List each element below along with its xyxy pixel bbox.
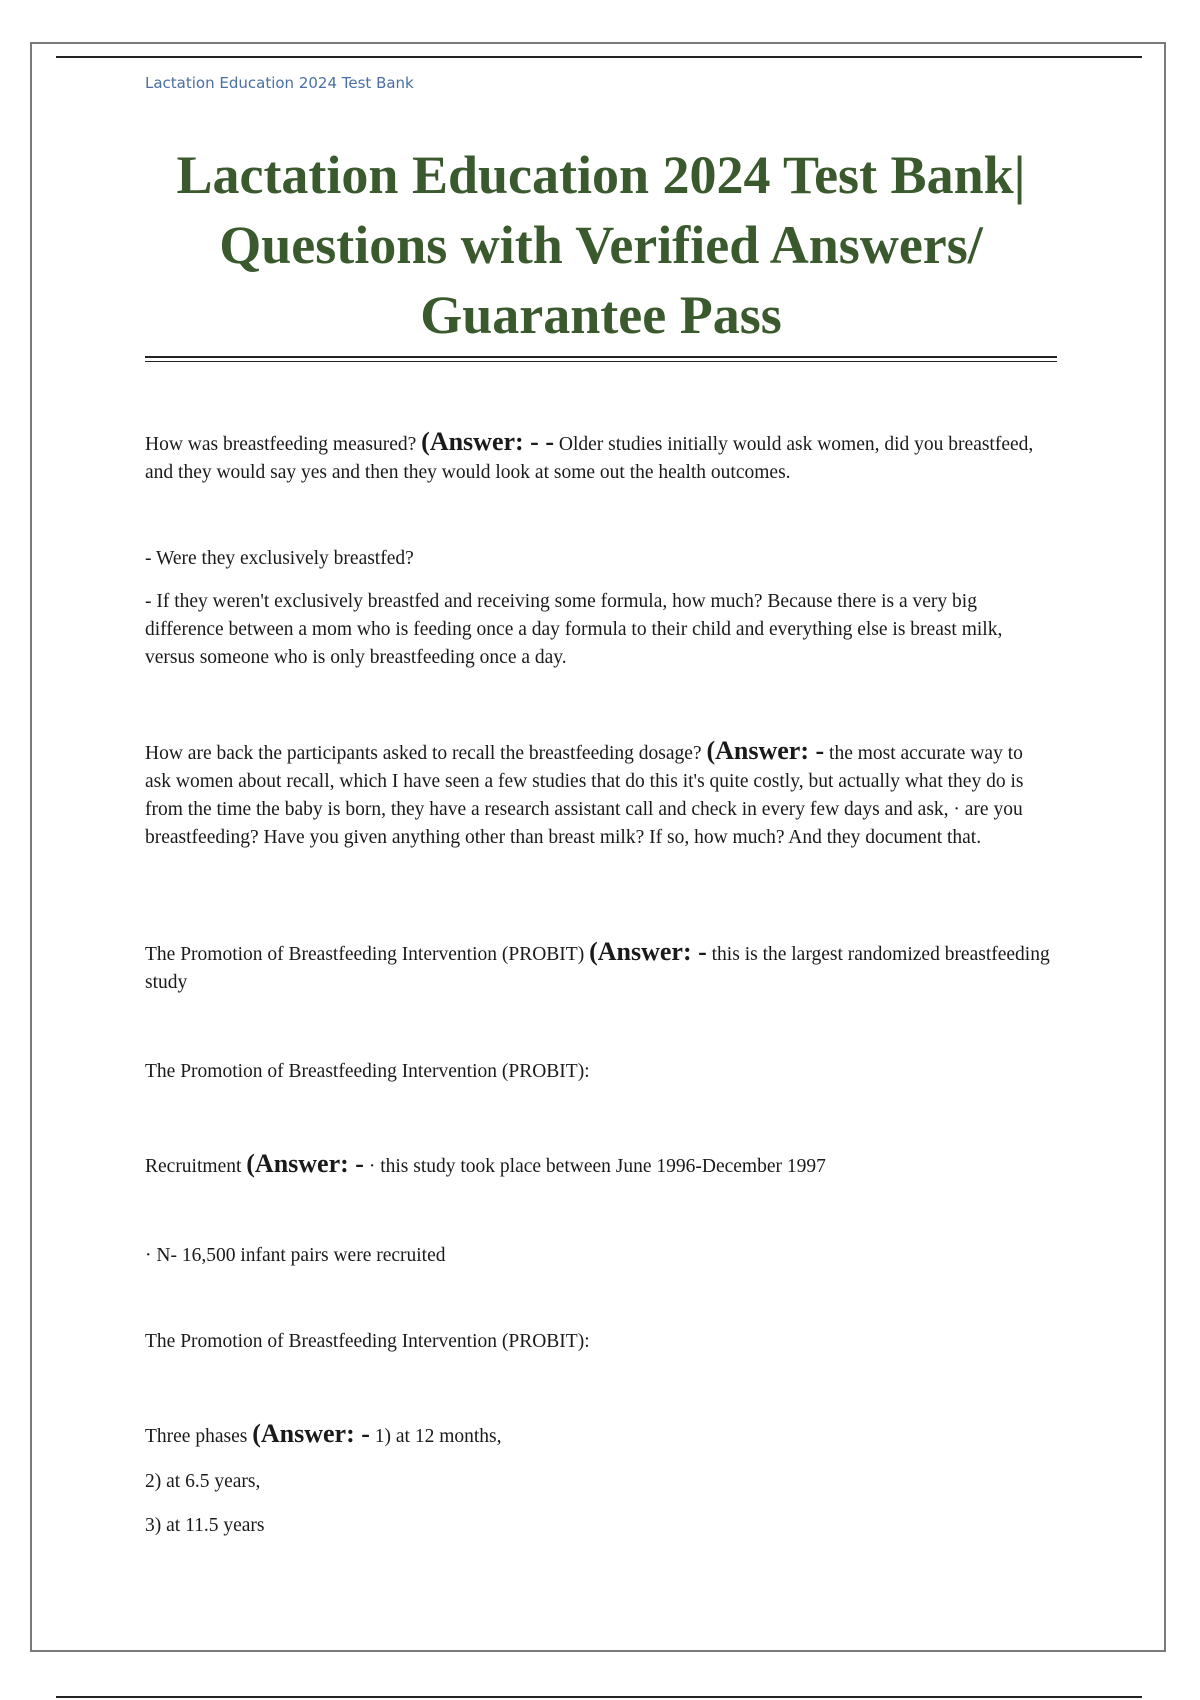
qa-item (145, 1420, 1050, 1451)
answer-label: (Answer: - (589, 937, 707, 966)
list-item: 3) at 11.5 years (145, 1515, 265, 1536)
answer-text: 1) at 12 months, (374, 1426, 502, 1447)
title-line-3: Guarantee Pass (420, 285, 782, 345)
title-line-2: Questions with Verified Answers/ (219, 215, 983, 275)
answer-text: Older studies initially would ask women, did you breastfeed, and they would say yes and then they would look at some out the health outcomes. (145, 434, 1034, 483)
section-heading: The Promotion of Breastfeeding Intervention (PROBIT): (145, 1061, 590, 1082)
answer-label: (Answer: - - (421, 427, 554, 456)
question-text: Three phases (145, 1426, 248, 1447)
answer-text: this is the largest randomized breastfeeding study (145, 944, 1050, 993)
qa-item (145, 1150, 1050, 1181)
bottom-rule (56, 1696, 1142, 1698)
running-header: Lactation Education 2024 Test Bank (145, 74, 414, 92)
title-line-1: Lactation Education 2024 Test Bank| (176, 145, 1026, 205)
answer-label: (Answer: - (706, 736, 825, 765)
title-rule (145, 356, 1057, 362)
list-item: 2) at 6.5 years, (145, 1471, 261, 1492)
answer-text: the most accurate way to ask women about recall, which I have seen a few studies that do this it's quite costly, but actually what they do is from the time the baby is born, they have a research assistant call and check in every few days and ask, · are you breastfeeding? Have you given anything other than breast milk? If so, how much? And they document that. (145, 743, 1024, 848)
answer-text: · this study took place between June 1996-December 1997 (368, 1156, 826, 1177)
section-heading: The Promotion of Breastfeeding Intervention (PROBIT): (145, 1331, 590, 1352)
qa-item (145, 938, 1050, 997)
question-text: The Promotion of Breastfeeding Intervention (PROBIT) (145, 944, 585, 965)
answer-label: (Answer: - (246, 1149, 364, 1178)
question-text: How was breastfeeding measured? (145, 434, 417, 455)
top-rule (56, 56, 1142, 58)
answer-label: (Answer: - (252, 1419, 370, 1448)
document-title (145, 140, 1057, 350)
question-text: Recruitment (145, 1156, 242, 1177)
question-text: How are back the participants asked to recall the breastfeeding dosage? (145, 743, 702, 764)
list-item: - Were they exclusively breastfed? (145, 548, 414, 569)
list-item: · N- 16,500 infant pairs were recruited (145, 1245, 446, 1266)
list-item: - If they weren't exclusively breastfed and receiving some formula, how much? Because there is a very big difference between a mom who is feeding once a day formula to their child and everything else is breast milk, versus someone who is only breastfeeding once a day. (145, 591, 1003, 668)
qa-item (145, 428, 1050, 487)
qa-item (145, 737, 1050, 852)
